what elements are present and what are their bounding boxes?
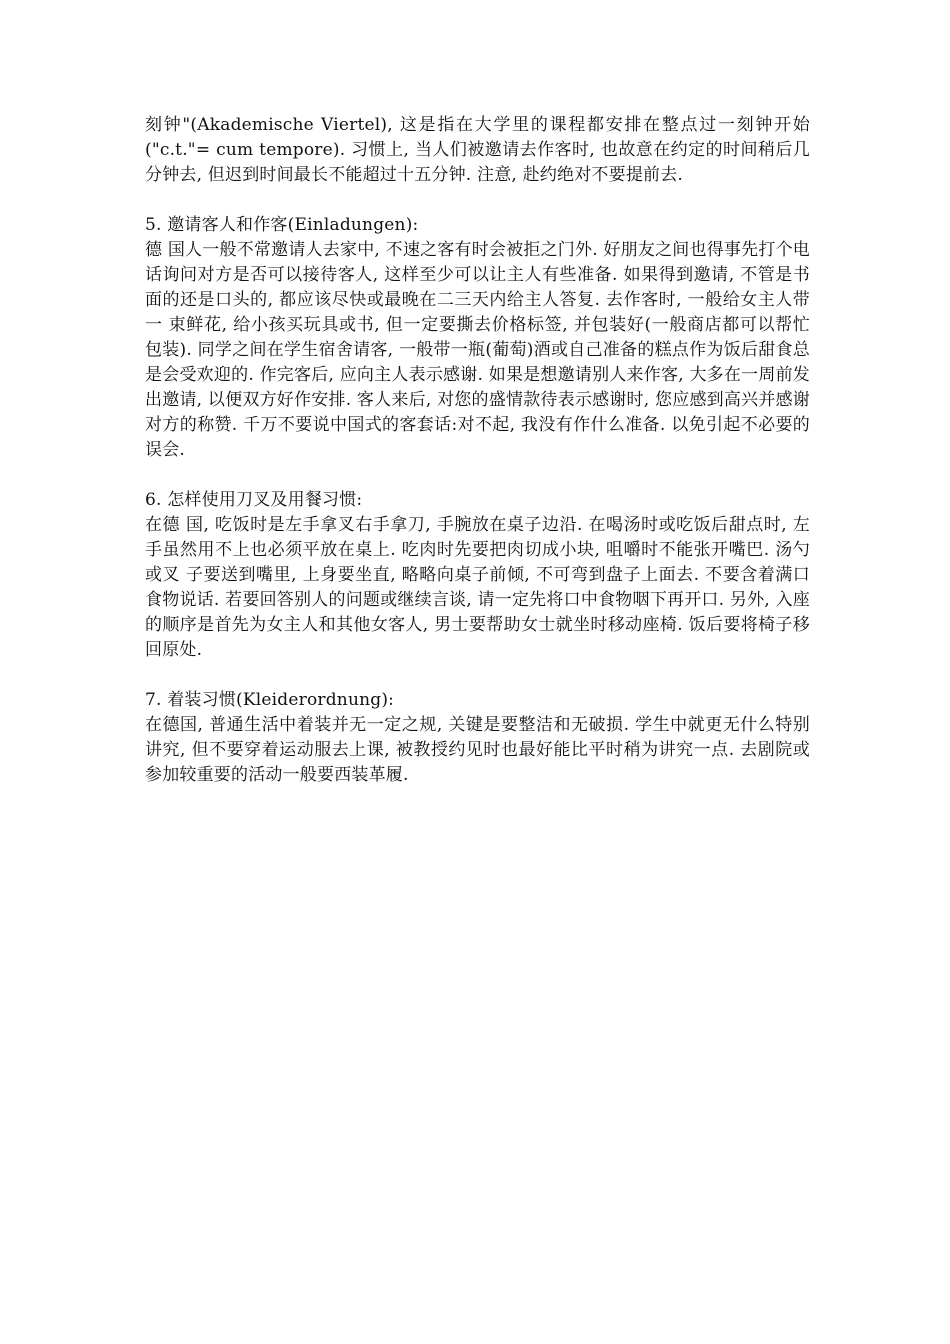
section-table-manners (145, 488, 810, 663)
section-paragraph: 德 国人一般不常邀请人去家中, 不速之客有时会被拒之门外. 好朋友之间也得事先打个电话询问对方是否可以接待客人, 这样至少可以让主人有些准备. 如果得到邀请, 不管是书面的还是口头的, 都应该尽快或最晚在二三天内给主人答复. 去作客时, 一般给女主人带一 束鲜花, 给小孩买玩具或书, 但一定要撕去价格标签, 并包装好(一般商店都可以帮忙包装). 同学之间在学生宿舍请客, 一般带一瓶(葡萄)酒或自己准备的糕点作为饭后甜食总是会受欢迎的. 作完客后, 应向主人表示感谢. 如果是想邀请别人来作客, 大多在一周前发出邀请, 以便双方好作安排. 客人来后, 对您的盛情款待表示感谢时, 您应感到高兴并感谢对方的称赞. 千万不要说中国式的客套话:对不起, 我没有作什么准备. 以免引起不必要的误会. (145, 240, 810, 460)
section-invitations (145, 213, 810, 463)
section-paragraph: 在德国, 普通生活中着装并无一定之规, 关键是要整洁和无破损. 学生中就更无什么特别讲究, 但不要穿着运动服去上课, 被教授约见时也最好能比平时稍为讲究一点. 去剧院或参加较重要的活动一般要西装革履. (145, 715, 810, 785)
section-dress-code (145, 688, 810, 788)
section-heading: 7. 着装习惯(Kleiderordnung): (145, 690, 395, 710)
document-body (145, 113, 810, 813)
section-heading: 5. 邀请客人和作客(Einladungen): (145, 215, 419, 235)
intro-paragraph: 刻钟"(Akademische Viertel), 这是指在大学里的课程都安排在整点过一刻钟开始("c.t."= cum tempore). 习惯上, 当人们被邀请去作客时, 也故意在约定的时间稍后几分钟去, 但迟到时间最长不能超过十五分钟. 注意, 赴约绝对不要提前去. (145, 115, 810, 185)
section-heading: 6. 怎样使用刀叉及用餐习惯: (145, 490, 363, 510)
section-paragraph: 在德 国, 吃饭时是左手拿叉右手拿刀, 手腕放在桌子边沿. 在喝汤时或吃饭后甜点时, 左手虽然用不上也必须平放在桌上. 吃肉时先要把肉切成小块, 咀嚼时不能张开嘴巴. 汤勺或叉 子要送到嘴里, 上身要坐直, 略略向桌子前倾, 不可弯到盘子上面去. 不要含着满口食物说话. 若要回答别人的问题或继续言谈, 请一定先将口中食物咽下再开口. 另外, 入座的顺序是首先为女主人和其他女客人, 男士要帮助女士就坐时移动座椅. 饭后要将椅子移回原处. (145, 515, 810, 660)
intro-block (145, 113, 810, 188)
